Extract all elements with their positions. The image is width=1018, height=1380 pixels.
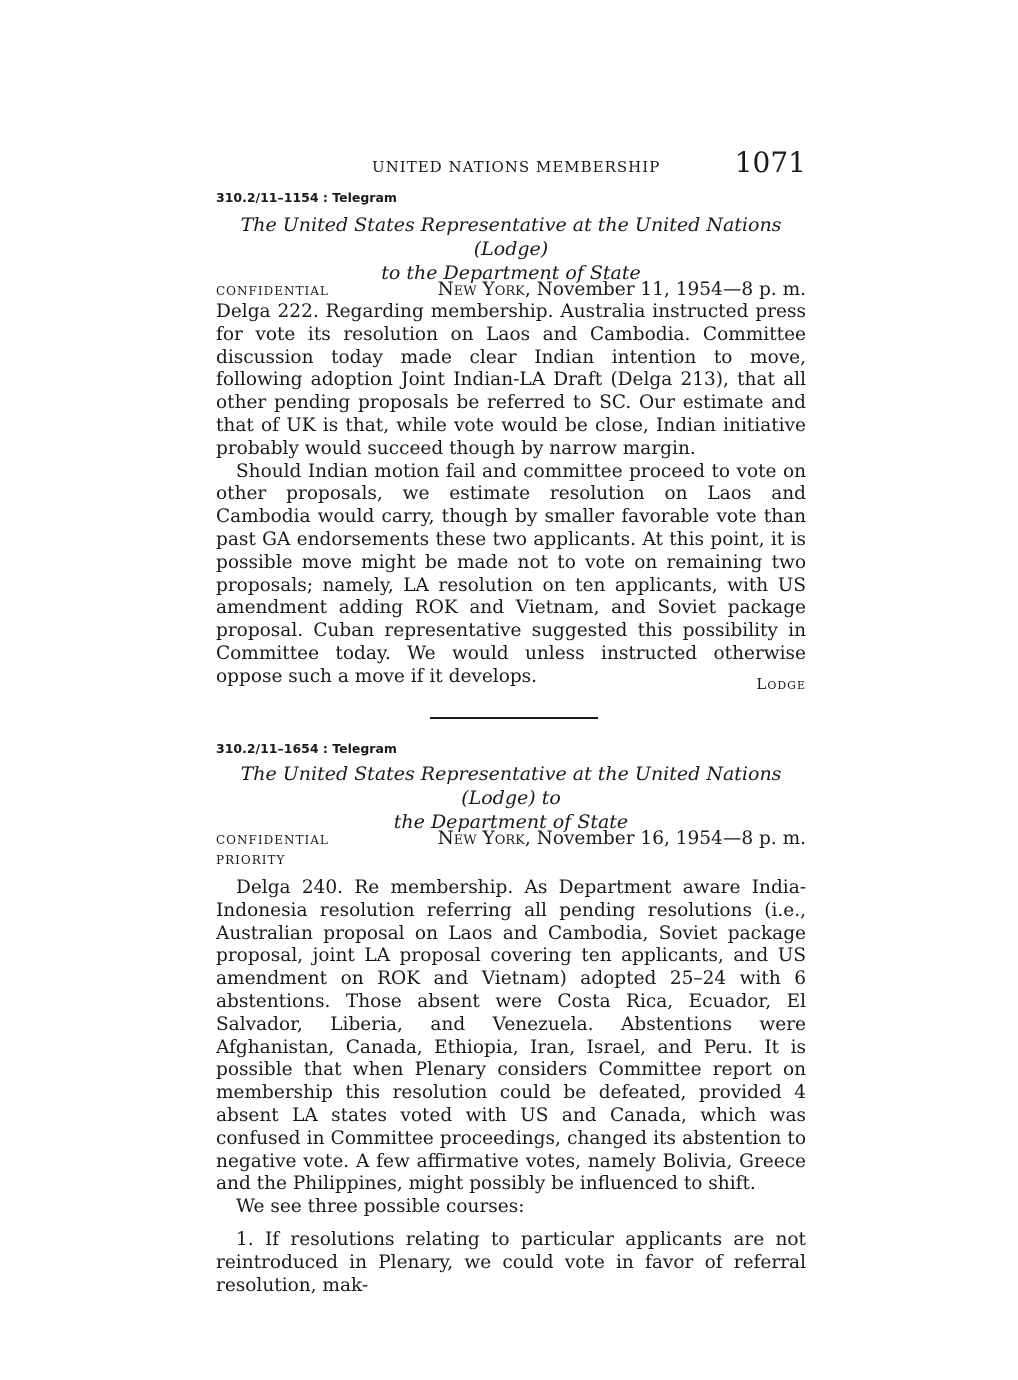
doc2-classification: CONFIDENTIAL bbox=[216, 833, 329, 847]
doc1-paragraph-2: Should Indian motion fail and committee proceed to vote on other proposals, we estimate resolution on Laos and Cambodia would carry, though by smaller favorable vote than past GA endorsements these two applicants. At this point, it is possible move might be made not to vote on remaining two proposals; namely, LA resolution on ten applicants, with US amendment adding ROK and Vietnam, and Soviet package proposal. Cuban representative suggested this possibility in Committee today. We would unless instructed otherwise oppose such a move if it develops. bbox=[216, 460, 806, 687]
doc1-paragraph-1: Delga 222. Regarding membership. Australia instructed press for vote its resolution on Laos and Cambodia. Committee discussion today made clear Indian intention to move, following adoption Joint Indian-LA Draft (Delga 213), that all other pending proposals be referred to SC. Our estimate and that of UK is that, while vote would be close, Indian initiative probably would succeed though by narrow margin. bbox=[216, 301, 806, 459]
doc2-title bbox=[216, 762, 806, 834]
doc2-paragraph-1: Delga 240. Re membership. As Department aware India-Indonesia resolution referring all pending resolutions (i.e., Australian proposal on Laos and Cambodia, Soviet package proposal, joint LA proposal covering ten applicants, and US amendment on ROK and Vietnam) adopted 25–24 with 6 abstentions. Those absent were Costa Rica, Ecuador, El Salvador, Liberia, and Venezuela. Abstentions were Afghanistan, Canada, Ethiopia, Iran, Israel, and Peru. It is possible that when Plenary considers Committee report on membership this resolution could be defeated, provided 4 absent LA states voted with US and Canada, which was confused in Committee proceedings, changed its abstention to negative vote. A few affirmative votes, namely Bolivia, Greece and the Philippines, might possibly be influenced to shift. bbox=[216, 877, 806, 1195]
page-header bbox=[372, 148, 806, 182]
doc2-body bbox=[216, 877, 806, 1297]
doc1-body bbox=[216, 301, 806, 689]
doc2-priority: PRIORITY bbox=[216, 853, 286, 867]
doc2-paragraph-2: We see three possible courses: bbox=[236, 1196, 525, 1218]
doc1-title-line1: The United States Representative at the United Nations (Lodge) bbox=[240, 214, 782, 260]
doc1-classification: CONFIDENTIAL bbox=[216, 284, 329, 298]
section-divider bbox=[430, 717, 598, 719]
doc1-place: New York bbox=[437, 279, 525, 300]
doc2-file-id: 310.2/11–1654 : Telegram bbox=[216, 741, 397, 756]
doc2-title-line1: The United States Representative at the United Nations (Lodge) to bbox=[240, 763, 782, 809]
doc1-title-line2: to the Department of State bbox=[381, 262, 641, 284]
doc1-dateline bbox=[438, 279, 806, 300]
running-head: UNITED NATIONS MEMBERSHIP bbox=[372, 158, 661, 176]
doc2-place: New York bbox=[437, 828, 525, 849]
doc2-paragraph-3: 1. If resolutions relating to particular applicants are not reintroduced in Plenary, we could vote in favor of referral resolution, mak- bbox=[216, 1228, 806, 1296]
doc1-title bbox=[216, 213, 806, 285]
doc1-signature: Lodge bbox=[756, 675, 806, 693]
doc2-title-line2: the Department of State bbox=[393, 811, 629, 833]
doc1-date: , November 11, 1954—8 p. m. bbox=[524, 279, 806, 300]
doc1-file-id: 310.2/11–1154 : Telegram bbox=[216, 190, 397, 205]
doc2-dateline bbox=[438, 828, 806, 849]
page-number: 1071 bbox=[734, 146, 806, 179]
doc2-date: , November 16, 1954—8 p. m. bbox=[524, 828, 806, 849]
